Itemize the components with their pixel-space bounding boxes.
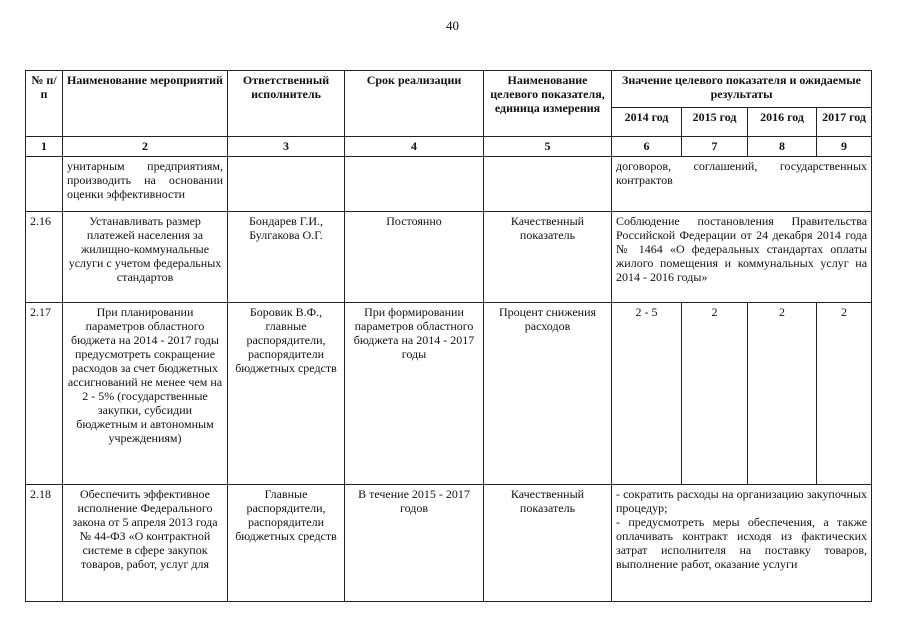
measures-table (25, 70, 872, 602)
column-number: 9 (817, 136, 872, 156)
row-result: договоров, соглашений, государственных контрактов (612, 156, 872, 211)
row-name: Устанавливать размер платежей населения за жилищно-коммунальные услуги с учетом федеральных стандартов (63, 211, 228, 302)
column-number: 6 (612, 136, 682, 156)
row-result (612, 484, 872, 601)
column-number: 3 (228, 136, 345, 156)
row-name: унитарным предприятиям, производить на основании оценки эффективности (63, 156, 228, 211)
column-number: 1 (26, 136, 63, 156)
column-number-row (26, 136, 872, 156)
row-term: В течение 2015 - 2017 годов (345, 484, 484, 601)
row-num (26, 156, 63, 211)
header-indicator: Наименование целевого показателя, единица измерения (484, 71, 612, 137)
row-executor: Боровик В.Ф., главные распорядители, распорядители бюджетных средств (228, 303, 345, 485)
row-name: При планировании параметров областного бюджета на 2014 - 2017 годы предусмотреть сокращение расходов за счет бюджетных ассигнований не менее чем на 2 - 5% (государственные закупки, субсидии бюджетным и автономным учреждениям) (63, 303, 228, 485)
row-value-2015: 2 (682, 303, 748, 485)
row-executor: Бондарев Г.И., Булгакова О.Г. (228, 211, 345, 302)
header-executor: Ответственный исполнитель (228, 71, 345, 137)
header-num: № п/п (26, 71, 63, 137)
header-year: 2014 год (612, 107, 682, 136)
row-name: Обеспечить эффективное исполнение Федерального закона от 5 апреля 2013 года № 44-ФЗ «О контрактной системе в сфере закупок товаров, работ, услуг для (63, 484, 228, 601)
row-term: Постоянно (345, 211, 484, 302)
row-term (345, 156, 484, 211)
row-indicator: Качественный показатель (484, 211, 612, 302)
row-term: При формировании параметров областного бюджета на 2014 - 2017 годы (345, 303, 484, 485)
table-row (26, 156, 872, 211)
row-value-2016: 2 (748, 303, 817, 485)
column-number: 8 (748, 136, 817, 156)
row-num: 2.18 (26, 484, 63, 601)
header-year: 2017 год (817, 107, 872, 136)
row-executor: Главные распорядители, распорядители бюджетных средств (228, 484, 345, 601)
header-name: Наименование мероприятий (63, 71, 228, 137)
row-indicator: Процент снижения расходов (484, 303, 612, 485)
row-result: Соблюдение постановления Правительства Российской Федерации от 24 декабря 2014 года № 1464 «О федеральных стандартах оплаты жилого помещения и коммунальных услуг на 2014 - 2016 годы» (612, 211, 872, 302)
row-num: 2.16 (26, 211, 63, 302)
page-number: 40 (446, 18, 459, 33)
table-row (26, 303, 872, 485)
row-indicator: Качественный показатель (484, 484, 612, 601)
row-num: 2.17 (26, 303, 63, 485)
column-number: 4 (345, 136, 484, 156)
row-indicator (484, 156, 612, 211)
column-number: 5 (484, 136, 612, 156)
table-row (26, 484, 872, 601)
result-line: - сократить расходы на организацию закупочных процедур; (616, 486, 868, 515)
header-term: Срок реализации (345, 71, 484, 137)
column-number: 7 (682, 136, 748, 156)
result-line: - предусмотреть меры обеспечения, а также оплачивать контракт исходя из фактических затрат исполнителя на поставку товаров, выполнение работ, оказание услуги (616, 514, 868, 571)
row-executor (228, 156, 345, 211)
header-year: 2015 год (682, 107, 748, 136)
row-value-2014: 2 - 5 (612, 303, 682, 485)
header-year: 2016 год (748, 107, 817, 136)
table-row (26, 211, 872, 302)
header-value-group: Значение целевого показателя и ожидаемые результаты (612, 71, 872, 108)
row-value-2017: 2 (817, 303, 872, 485)
column-number: 2 (63, 136, 228, 156)
